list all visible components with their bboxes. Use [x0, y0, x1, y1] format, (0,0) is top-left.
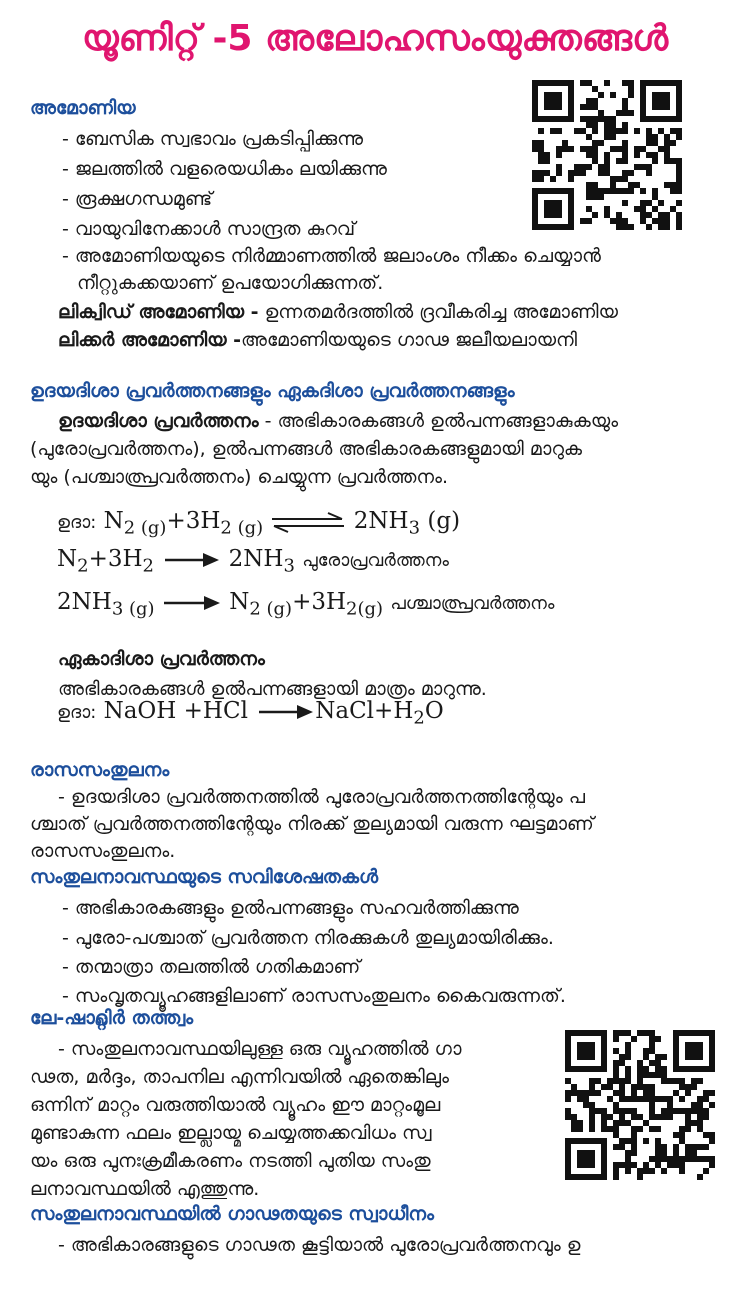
lechatelier-line: ഢത, മർദ്ദം, താപനില എന്നിവയിൽ ഏതെങ്കിലും: [30, 1066, 449, 1088]
lechatelier-line: ലനാവസ്ഥയിൽ എത്തുന്നു.: [30, 1178, 260, 1200]
equation-backward: [57, 589, 554, 620]
eq-term: N: [57, 546, 78, 572]
feature-bullet: - തന്മാത്രാ തലത്തിൽ ഗതികമാണ്: [62, 956, 361, 978]
forward-label: പുരോപ്രവർത്തനം: [302, 550, 449, 571]
page-title: യൂണിറ്റ് -5 അലോഹസംയുക്തങ്ങൾ: [81, 18, 669, 59]
lechatelier-line: മുണ്ടാകുന്ന ഫലം ഇല്ലായ്മ ചെയ്യത്തക്കവിധം സ്വ: [30, 1122, 432, 1144]
feature-bullet: - സംവൃതവ്യൂഹങ്ങളിലാണ് രാസസംതുലനം കൈവരുന്നത്.: [62, 985, 566, 1007]
equilibrium-line: - ഉദയദിശാ പ്രവർത്തനത്തിൽ പുരോപ്രവർത്തനത്തിന്റേയും പ: [58, 786, 585, 808]
qr-code-bottom[interactable]: [565, 1030, 715, 1180]
eq-term: NaCl+H: [315, 698, 414, 724]
ammonia-heading: അമോണിയ: [30, 97, 136, 119]
eq-sub: 2 (g): [220, 517, 264, 539]
ammonia-bullet: - അമോണിയയുടെ നിർമ്മാണത്തിൽ ജലാംശം നീക്കം ചെയ്യാൻ: [62, 245, 601, 267]
feature-bullet: - അഭികാരകങ്ങളും ഉൽപന്നങ്ങളും സഹവർത്തിക്കുന്നു: [62, 897, 519, 919]
arrow-right-icon: [255, 702, 315, 722]
ammonia-bullet: - വായുവിനേക്കാൾ സാന്ദ്രത കുറവ്: [62, 218, 356, 240]
irreversible-heading: ഏകാദിശാ പ്രവർത്തനം: [58, 648, 265, 670]
eq-term: N: [229, 589, 250, 615]
liquid-ammonia-term: ലിക്വിഡ് അമോണിയ -: [58, 301, 259, 323]
reversible-def-line: യും (പശ്ചാത്പ്രവർത്തനം) ചെയ്യുന്ന പ്രവർത്തനം.: [30, 466, 449, 488]
eq-sub: 2 (g): [123, 517, 167, 539]
arrow-right-icon: [162, 593, 222, 613]
ammonia-bullet: - ജലത്തിൽ വളരെയധികം ലയിക്കുന്നു: [62, 158, 387, 180]
equation-forward: [57, 546, 449, 577]
lechatelier-line: ഒന്നിന് മാറ്റം വരുത്തിയാൽ വ്യൂഹം ഈ മാറ്റംമൂല: [30, 1094, 441, 1116]
backward-label: പശ്ചാത്പ്രവർത്തനം: [390, 593, 555, 614]
eq-sub: 3: [408, 517, 421, 539]
eq-term: +3H: [88, 546, 143, 572]
eq-term: 2NH: [353, 508, 409, 534]
lechatelier-line: യം ഒരു പുനഃക്രമീകരണം നടത്തി പുതിയ സംതു: [30, 1150, 431, 1172]
reversible-def-line: [58, 408, 618, 434]
reversible-term: ഉദയദിശാ പ്രവർത്തനം: [58, 410, 259, 432]
example-label: ഉദാ:: [57, 702, 97, 723]
ammonia-bullet: - രൂക്ഷഗന്ധമുണ്ട്: [62, 188, 213, 210]
liquor-ammonia-line: [58, 327, 577, 353]
reactions-heading: ഉദയദിശാ പ്രവർത്തനങ്ങളും ഏകദിശാ പ്രവർത്തനങ്ങളും: [30, 380, 515, 402]
reversible-def-line: (പുരോപ്രവർത്തനം), ഉൽപന്നങ്ങൾ അഭികാരകങ്ങളുമായി മാറുക: [30, 438, 583, 460]
example-label: ഉദാ:: [57, 512, 97, 533]
eq-sub: 2: [77, 555, 89, 577]
concentration-heading: സംതുലനാവസ്ഥയിൽ ഗാഢതയുടെ സ്വാധീനം: [30, 1203, 434, 1225]
equilibrium-arrow-icon: [270, 511, 346, 533]
feature-bullet: - പുരോ-പശ്ചാത് പ്രവർത്തന നിരക്കുകൾ തുല്യമായിരിക്കും.: [62, 927, 554, 949]
arrow-right-icon: [161, 550, 221, 570]
liquor-ammonia-def: അമോണിയയുടെ ഗാഢ ജലീയലായനി: [241, 329, 578, 351]
equation-equilibrium: [57, 508, 460, 539]
equilibrium-line: രാസസംതുലനം.: [30, 840, 176, 862]
reversible-def: - അഭികാരകങ്ങൾ ഉൽപന്നങ്ങളാകുകയും: [258, 410, 619, 432]
liquor-ammonia-term: ലിക്കർ അമോണിയ -: [58, 329, 241, 351]
irreversible-def: അഭികാരകങ്ങൾ ഉൽപന്നങ്ങളായി മാത്രം മാറുന്നു.: [58, 678, 487, 700]
eq-sub: 2(g): [346, 598, 384, 620]
lechatelier-heading: ലേ-ഷാറ്റ്ലിർ തത്ത്വം: [30, 1007, 194, 1029]
eq-term: N: [103, 508, 124, 534]
liquid-ammonia-def: ഉന്നതമർദത്തിൽ ദ്രവീകരിച്ച അമോണിയ: [258, 301, 618, 323]
eq-term: O: [424, 698, 444, 724]
equation-irreversible: [57, 698, 444, 729]
eq-sub: 2: [413, 707, 425, 729]
lechatelier-line: - സംതുലനാവസ്ഥയിലുള്ള ഒരു വ്യൂഹത്തിൽ ഗാ: [58, 1038, 462, 1060]
ammonia-bullet: - ബേസിക സ്വഭാവം പ്രകടിപ്പിക്കുന്നു: [62, 128, 363, 150]
equilibrium-heading: രാസസംതുലനം: [30, 759, 170, 781]
eq-term: 2NH: [57, 589, 112, 615]
qr-code-top[interactable]: [532, 80, 682, 230]
eq-sub: 2: [142, 555, 154, 577]
eq-sub: 3 (g): [111, 598, 155, 620]
eq-term: +3H: [292, 589, 347, 615]
eq-sub: 2 (g): [249, 598, 293, 620]
eq-term: 2NH: [228, 546, 284, 572]
features-heading: സംതുലനാവസ്ഥയുടെ സവിശേഷതകൾ: [30, 866, 379, 888]
eq-term: NaOH +HCl: [103, 698, 248, 724]
eq-term: (g): [420, 508, 461, 534]
concentration-line: - അഭികാരങ്ങളുടെ ഗാഢത കൂട്ടിയാൽ പുരോപ്രവർത്തനവും ഉ: [58, 1234, 581, 1256]
eq-term: +3H: [166, 508, 221, 534]
liquid-ammonia-line: [58, 299, 618, 325]
eq-sub: 3: [283, 555, 295, 577]
equilibrium-line: ശ്ചാത് പ്രവർത്തനത്തിന്റേയും നിരക്ക് തുല്യമായി വരുന്ന ഘട്ടമാണ്: [30, 813, 594, 835]
ammonia-bullet: നീറ്റുകക്കയാണ് ഉപയോഗിക്കുന്നത്.: [77, 272, 384, 294]
